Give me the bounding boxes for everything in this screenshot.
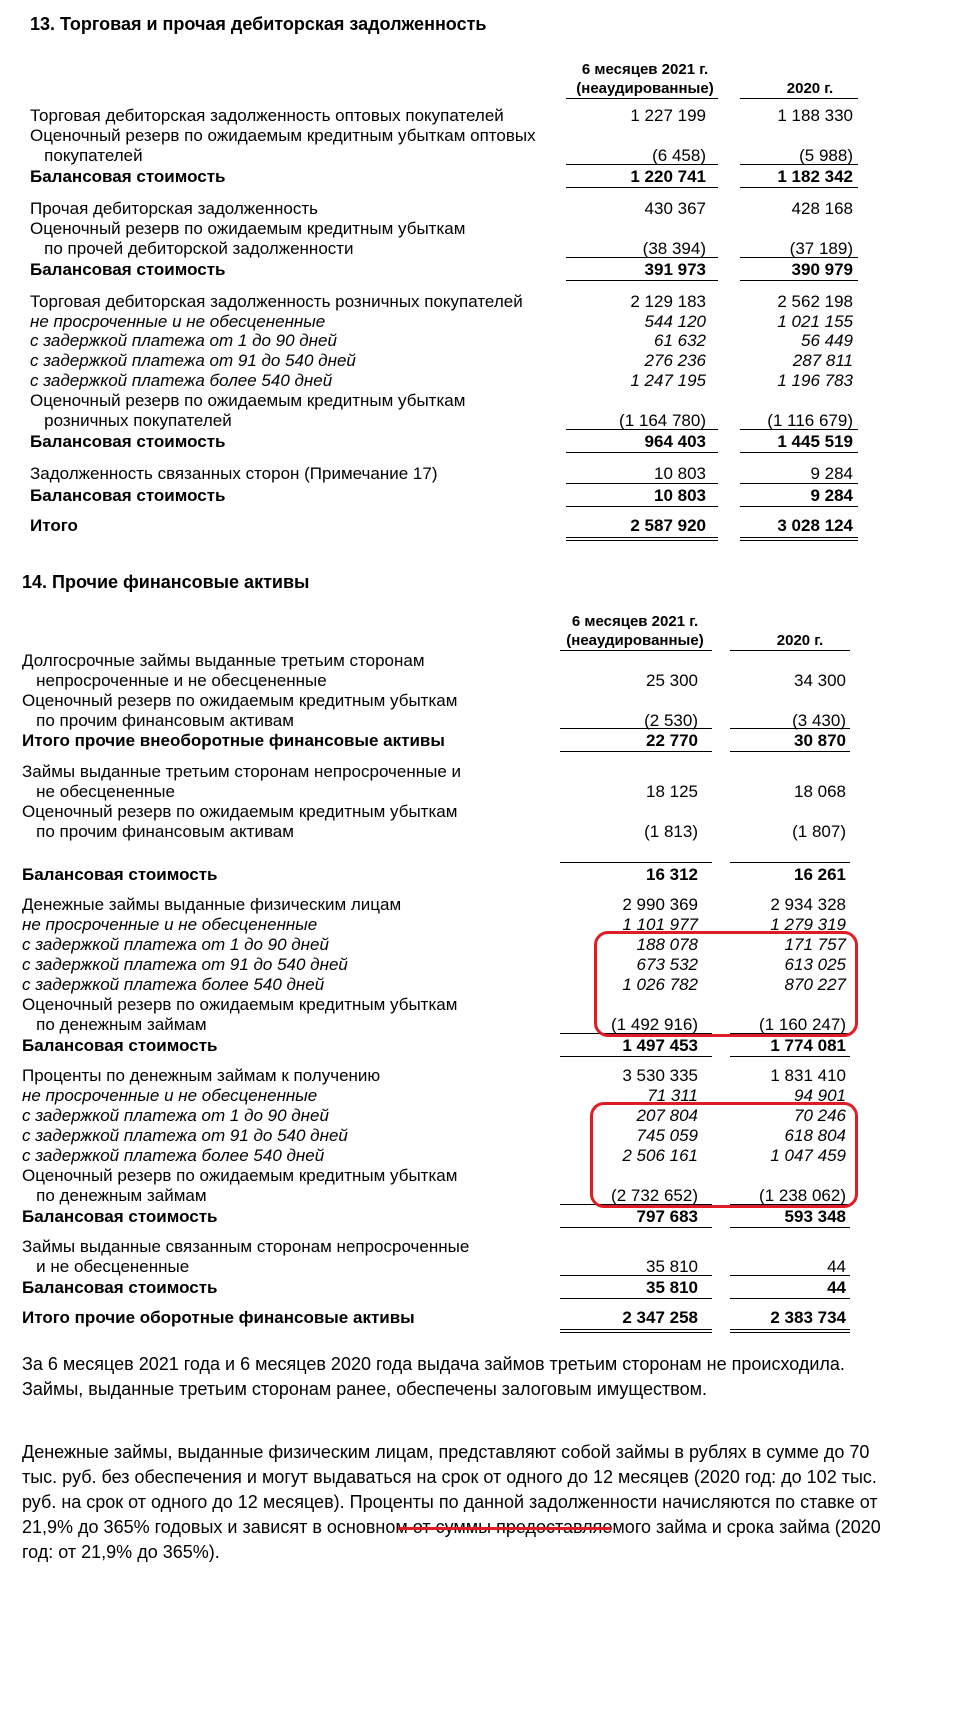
row-label: по прочим финансовым активам [22,822,294,841]
value-2021: 544 120 [644,312,706,331]
table-row [30,410,860,432]
row-label: не обесцененные [22,782,175,801]
value-2020: 1 774 081 [770,1036,846,1055]
value-2020: 44 [827,1278,846,1297]
row-label: Долгосрочные займы выданные третьим сторонам [22,651,425,670]
table-row [22,1206,860,1228]
row-label: Итого прочие оборотные финансовые активы [22,1308,415,1327]
paragraph-loans-third-parties: За 6 месяцев 2021 года и 6 месяцев 2020 года выдача займов третьим сторонам не происходила. Займы, выданные третьим сторонам ранее, обеспечены залоговым имуществом. [22,1354,845,1399]
subtotal-rule [566,280,718,281]
subtotal-rule [566,257,718,258]
subtotal-rule [566,483,718,484]
value-2021: 25 300 [646,671,698,690]
value-2020: 171 757 [784,935,846,954]
subtotal-rule [730,1227,850,1228]
row-label: с задержкой платежа более 540 дней [30,371,333,390]
row-label: Оценочный резерв по ожидаемым кредитным убыткам [30,219,466,238]
highlight-box-interest [590,1102,858,1208]
value-2021: 3 530 335 [622,1066,698,1085]
row-label: Торговая дебиторская задолженность розничных покупателей [30,292,523,311]
row-label: с задержкой платежа от 91 до 540 дней [22,955,348,974]
value-2021: 188 078 [636,935,698,954]
row-label: с задержкой платежа более 540 дней [22,975,325,994]
table-row [30,515,860,537]
table-row [30,259,860,281]
row-label: с задержкой платежа от 91 до 540 дней [30,351,356,370]
table-row [22,801,860,823]
s13-header-rule-2 [740,98,858,99]
table-row [22,1065,860,1087]
table-row [30,125,860,147]
value-2020: (37 189) [789,239,853,258]
para2-text-a: Денежные займы, выданные физическим лицам, представляют собой займы в рублях в сумме до 70 тыс. руб. без обеспечения и могут выдаваться на срок от одного до 12 месяцев (2020 год: до 102 тыс. руб. на срок от одного до 12 месяцев). Проценты по данной задолженности начисляются по ставке от [22,1442,878,1512]
subtotal-rule [740,257,858,258]
value-2021: 1 247 195 [630,371,706,390]
table-row [30,463,860,485]
total-double-rule [730,1329,850,1333]
subtotal-rule [740,187,858,188]
s14-col2-header: 2020 г. [776,632,824,649]
row-label: Оценочный резерв по ожидаемым кредитным убыткам [22,802,458,821]
value-2021: 964 403 [644,432,706,451]
row-label: с задержкой платежа от 91 до 540 дней [22,1126,348,1145]
row-label: Займы выданные третьим сторонам непросроченные и [22,762,462,781]
subtotal-rule [730,1056,850,1057]
value-2020: 94 901 [794,1086,846,1105]
value-2021: 2 129 183 [630,292,706,311]
row-label: непросроченные и не обесцененные [22,671,327,690]
subtotal-rule [566,452,718,453]
table-row [22,1236,860,1258]
subtotal-rule [740,429,858,430]
value-2021: 10 803 [654,486,706,505]
value-2021: 22 770 [646,731,698,750]
subtotal-rule [560,751,712,752]
row-label: покупателей [30,146,143,165]
subtotal-rule [740,280,858,281]
value-2021: 61 632 [654,331,706,350]
value-2021: 1 227 199 [630,106,706,125]
section-13-title: 13. Торговая и прочая дебиторская задолженность [30,14,487,34]
row-label: Балансовая стоимость [30,167,226,186]
s14-col1-header [550,612,720,650]
table-row [22,761,860,783]
table-row [30,166,860,188]
subtotal-rule [730,1275,850,1276]
table-row [30,330,860,352]
subtotal-rule [566,187,718,188]
value-2021: 10 803 [654,464,706,483]
row-label: с задержкой платежа от 1 до 90 дней [22,1106,329,1125]
value-2021: 16 312 [646,865,698,884]
table-row [30,431,860,453]
row-label: Денежные займы выданные физическим лицам [22,895,402,914]
value-2020: 1 196 783 [777,371,853,390]
value-2021: (38 394) [642,239,706,258]
value-2021: 745 059 [636,1126,698,1145]
subtotal-rule [566,164,718,165]
value-2020: 70 246 [794,1106,846,1125]
value-2021: 1 026 782 [622,975,698,994]
row-label: Балансовая стоимость [22,1036,218,1055]
para2-text-b: и зависят в основном от суммы предоставляемого займа и срока займа (2020 год: от 21,9% до 365%). [22,1517,881,1562]
value-2020: (1 807) [792,822,846,841]
row-label: Итого [30,516,78,535]
value-2021: (1 164 780) [619,411,706,430]
table-row [22,821,860,843]
subtotal-rule [730,751,850,752]
value-2021: 2 990 369 [622,895,698,914]
row-label: Балансовая стоимость [30,432,226,451]
value-2021: 1 220 741 [630,167,706,186]
value-2021: 18 125 [646,782,698,801]
row-label: по денежным займам [22,1186,207,1205]
row-label: по денежным займам [22,1015,207,1034]
value-2020: (5 988) [799,146,853,165]
value-2020: 2 562 198 [777,292,853,311]
para2-highlighted-rate: 21,9% до 365% годовых [22,1517,223,1537]
value-2021: (1 813) [644,822,698,841]
value-2021: (1 492 916) [611,1015,698,1034]
value-2020: 287 811 [792,351,853,370]
row-label: и не обесцененные [22,1257,190,1276]
value-2020: 390 979 [791,260,853,279]
value-2020: 9 284 [810,464,853,483]
subtotal-rule [560,1056,712,1057]
value-2021: (2 530) [644,711,698,730]
value-2020: (1 238 062) [759,1186,846,1205]
row-label: Прочая дебиторская задолженность [30,199,318,218]
table-row [22,690,860,712]
value-2020: (1 116 679) [767,411,853,430]
row-label: не просроченные и не обесцененные [30,312,326,331]
paragraph-loans-individuals [22,1440,902,1565]
row-label: Итого прочие внеоборотные финансовые активы [22,731,445,750]
subtotal-rule [560,728,712,729]
subtotal-rule [560,1227,712,1228]
value-2020: 1 047 459 [770,1146,846,1165]
subtotal-rule [560,1275,712,1276]
subtotal-rule [566,506,718,507]
row-label: Балансовая стоимость [22,1278,218,1297]
value-2021: 2 587 920 [630,516,706,535]
row-label: Займы выданные связанным сторонам непросроченные [22,1237,470,1256]
subtotal-rule [560,1298,712,1299]
row-label: Оценочный резерв по ожидаемым кредитным убыткам [22,995,458,1014]
value-2021: 2 506 161 [622,1146,698,1165]
row-label: Балансовая стоимость [30,260,226,279]
value-2020: 2 383 734 [770,1308,846,1327]
subtotal-rule [740,506,858,507]
value-2020: 44 [827,1257,846,1276]
total-double-rule [560,1329,712,1333]
table-row [22,1307,860,1329]
total-double-rule [566,537,718,541]
value-2020: 593 348 [784,1207,846,1226]
value-2020: 9 284 [810,486,853,505]
row-label: Проценты по денежным займам к получению [22,1066,381,1085]
table-row [22,1035,860,1057]
value-2021: 430 367 [644,199,706,218]
row-label: с задержкой платежа от 1 до 90 дней [22,935,329,954]
value-2020: 1 831 410 [770,1066,846,1085]
s14-col1-header-line1: 6 месяцев 2021 г. [571,613,699,630]
table-row [30,218,860,240]
value-2021: 35 810 [646,1278,698,1297]
table-row [22,650,860,672]
table-row [30,145,860,167]
value-2021: 71 311 [647,1086,698,1105]
value-2021: (2 732 652) [611,1186,698,1205]
value-2020: 428 168 [791,199,853,218]
subtotal-rule [740,483,858,484]
value-2021: 391 973 [644,260,706,279]
row-label: Задолженность связанных сторон (Примечание 17) [30,464,438,483]
row-label: Оценочный резерв по ожидаемым кредитным убыткам [30,391,466,410]
table-row [30,370,860,392]
table-row [22,1277,860,1299]
table-row [30,390,860,412]
value-2020: (3 430) [792,711,846,730]
table-row [22,781,860,803]
row-label: розничных покупателей [30,411,232,430]
section-14-title: 14. Прочие финансовые активы [22,572,310,592]
value-2020: 618 804 [784,1126,846,1145]
value-2021: 35 810 [646,1257,698,1276]
value-2020: 1 021 155 [777,312,853,331]
value-2020: 18 068 [794,782,846,801]
table-row [22,894,860,916]
row-label: по прочей дебиторской задолженности [30,239,354,258]
value-2020: 613 025 [784,955,846,974]
value-2021: 797 683 [636,1207,698,1226]
value-2020: 1 445 519 [777,432,853,451]
subtotal-rule [730,728,850,729]
value-2021: 1 101 977 [622,915,698,934]
row-label: Балансовая стоимость [30,486,226,505]
value-2021: 276 236 [644,351,706,370]
s13-col2-header: 2020 г. [786,80,834,97]
rate-red-underline [398,1527,612,1530]
s13-col1-header [560,60,730,98]
subtotal-rule [560,862,712,863]
value-2020: 30 870 [794,731,846,750]
table-row [30,291,860,313]
table-row [30,105,860,127]
table-row [22,670,860,692]
value-2020: 16 261 [794,865,846,884]
value-2020: 870 227 [784,975,846,994]
row-label: Оценочный резерв по ожидаемым кредитным убыткам [22,1166,458,1185]
s13-col1-header-line1: 6 месяцев 2021 г. [581,61,709,78]
row-label: Балансовая стоимость [22,1207,218,1226]
table-row [30,198,860,220]
subtotal-rule [730,1298,850,1299]
s14-col1-header-line2: (неаудированные) [566,632,704,649]
subtotal-rule [566,429,718,430]
subtotal-rule [740,452,858,453]
value-2020: 34 300 [794,671,846,690]
value-2021: (6 458) [652,146,706,165]
table-row [22,730,860,752]
row-label: не просроченные и не обесцененные [22,915,318,934]
value-2021: 2 347 258 [622,1308,698,1327]
value-2021: 207 804 [636,1106,698,1125]
row-label: не просроченные и не обесцененные [22,1086,318,1105]
row-label: с задержкой платежа от 1 до 90 дней [30,331,337,350]
s13-col1-header-line2: (неаудированные) [576,80,714,97]
value-2020: 3 028 124 [777,516,853,535]
table-row [22,864,860,886]
value-2020: (1 160 247) [759,1015,846,1034]
row-label: Балансовая стоимость [22,865,218,884]
subtotal-rule [730,862,850,863]
value-2021: 1 497 453 [622,1036,698,1055]
row-label: Торговая дебиторская задолженность оптовых покупателей [30,106,504,125]
value-2020: 1 188 330 [777,106,853,125]
table-row [30,485,860,507]
total-double-rule [740,537,858,541]
row-label: Оценочный резерв по ожидаемым кредитным убыткам оптовых [30,126,536,145]
value-2020: 2 934 328 [770,895,846,914]
subtotal-rule [740,164,858,165]
value-2020: 1 182 342 [777,167,853,186]
row-label: по прочим финансовым активам [22,711,294,730]
table-row [30,350,860,372]
row-label: с задержкой платежа более 540 дней [22,1146,325,1165]
value-2020: 1 279 319 [770,915,846,934]
row-label: Оценочный резерв по ожидаемым кредитным убыткам [22,691,458,710]
table-row [30,238,860,260]
value-2021: 673 532 [636,955,698,974]
value-2020: 56 449 [801,331,853,350]
highlight-box-loans [594,931,858,1037]
s13-header-rule-1 [566,98,718,99]
